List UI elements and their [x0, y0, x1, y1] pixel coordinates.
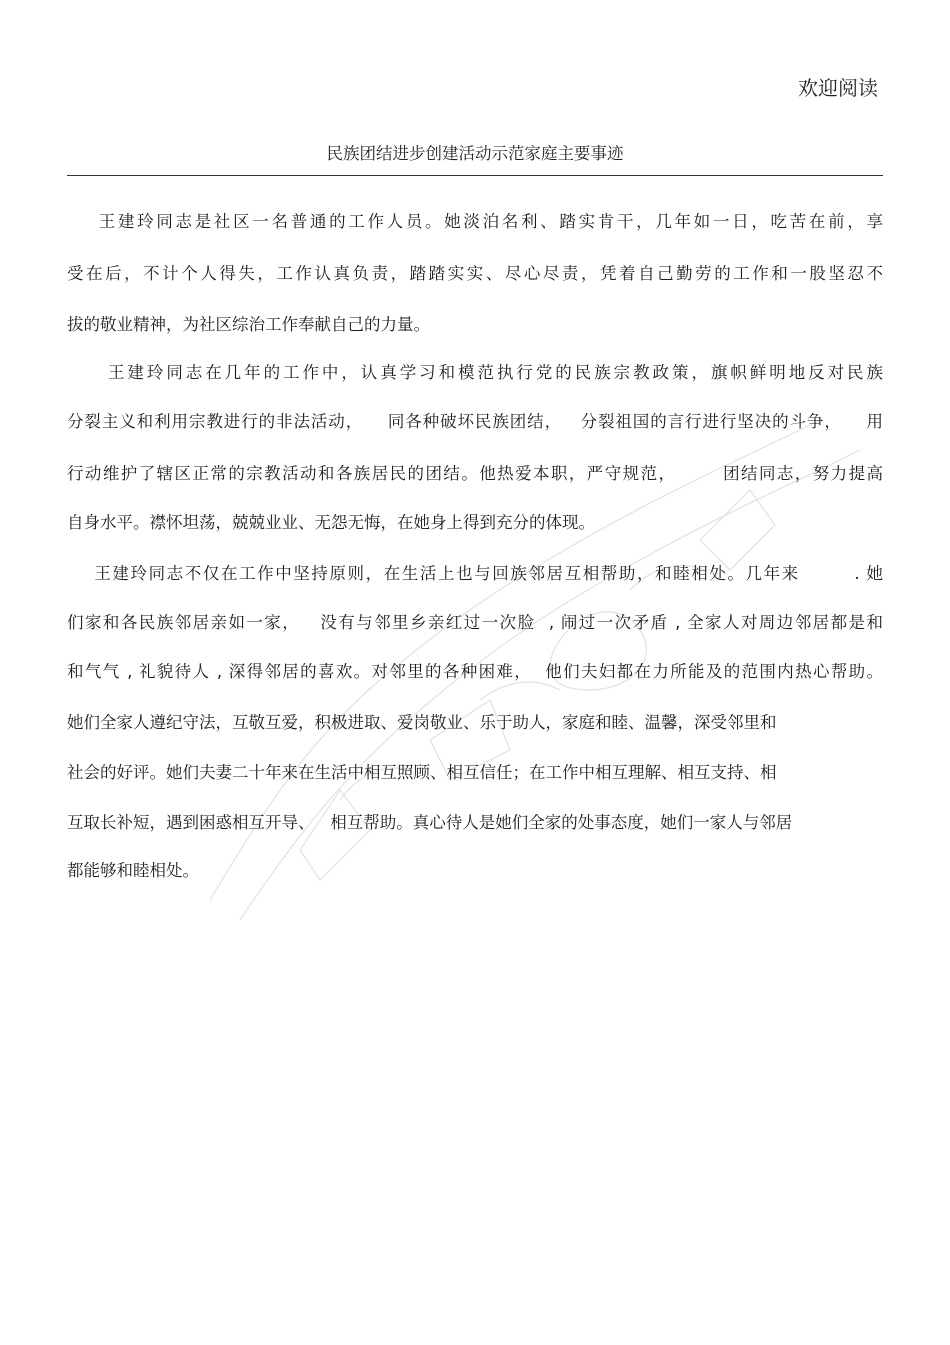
- paragraph-line: 受在后，不计个人得失，工作认真负责，踏踏实实、尽心尽责，凭着自己勤劳的工作和一股坚忍不: [67, 264, 883, 283]
- paragraph-line: 都能够和睦相处。: [67, 861, 199, 880]
- paragraph-line: 和气气 , 礼貌待人 , 深得邻居的喜欢。对邻里的各种困难， 他们夫妇都在力所能及的范围内热心帮助。: [67, 662, 883, 681]
- header-welcome: 欢迎阅读: [798, 76, 878, 100]
- paragraph-line: 社会的好评。她们夫妻二十年来在生活中相互照顾、相互信任；在工作中相互理解、相互支持、相: [67, 763, 777, 782]
- paragraph-line: 她们全家人遵纪守法，互敬互爱，积极进取、爱岗敬业、乐于助人，家庭和睦、温馨，深受邻里和: [67, 713, 777, 732]
- paragraph-line: 王建玲同志是社区一名普通的工作人员。她淡泊名利、踏实肯干，几年如一日，吃苦在前，享: [67, 212, 883, 231]
- paragraph-line: 拔的敬业精神，为社区综治工作奉献自己的力量。: [67, 315, 430, 334]
- paragraph-line: 互取长补短，遇到困惑相互开导、 相互帮助。真心待人是她们全家的处事态度，她们一家人与邻居: [67, 813, 793, 832]
- paragraph-line: 分裂主义和利用宗教进行的非法活动， 同各种破坏民族团结， 分裂祖国的言行进行坚决的斗争， 用: [67, 412, 883, 431]
- paragraph-line: 自身水平。襟怀坦荡，兢兢业业、无怨无悔，在她身上得到充分的体现。: [67, 513, 595, 532]
- paragraph-line: 们家和各民族邻居亲如一家， 没有与邻里乡亲红过一次脸 , 闹过一次矛盾 , 全家人对周边邻居都是和: [67, 613, 883, 632]
- title-divider: [67, 175, 883, 176]
- document-title: 民族团结进步创建活动示范家庭主要事迹: [326, 144, 624, 163]
- paragraph-line: 王建玲同志在几年的工作中，认真学习和模范执行党的民族宗教政策，旗帜鲜明地反对民族: [67, 363, 883, 382]
- paragraph-line: 行动维护了辖区正常的宗教活动和各族居民的团结。他热爱本职，严守规范， 团结同志，努力提高: [67, 464, 883, 483]
- paragraph-line: 王建玲同志不仅在工作中坚持原则，在生活上也与回族邻居互相帮助，和睦相处。几年来 . 她: [67, 564, 883, 583]
